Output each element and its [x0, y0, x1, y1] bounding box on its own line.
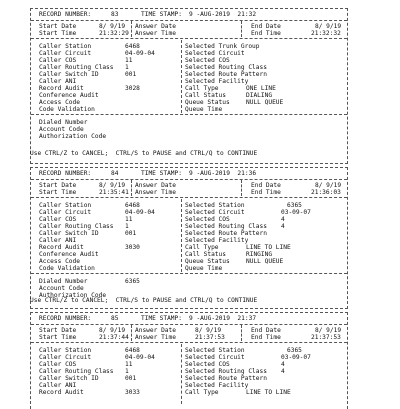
conference-audit-label: Conference Audit	[39, 92, 99, 99]
call-type-value: ONE LINE	[246, 85, 276, 92]
caller-ani-label: Caller ANI	[39, 78, 77, 85]
caller-switch-id-value: 001	[125, 71, 137, 78]
selected-circuit-label: Selected Circuit	[185, 354, 245, 361]
caller-switch-id-label: Caller Switch ID	[39, 71, 99, 78]
divider	[131, 180, 132, 196]
caller-cos-value: 11	[125, 361, 133, 368]
start-time-label: Start Time	[39, 334, 77, 341]
answer-time-value: 21:37:53	[195, 334, 225, 341]
end-date-value: 8/ 9/19	[315, 182, 342, 189]
caller-switch-id-value: 001	[125, 375, 137, 382]
time-stamp-label: TIME STAMP:	[141, 170, 182, 177]
record-header	[31, 168, 347, 180]
selected-route-pattern-label: Selected Route Pattern	[185, 71, 267, 78]
selected-facility-label: Selected Facility	[185, 78, 249, 85]
record-number-value: 84	[111, 170, 119, 177]
start-time-label: Start Time	[39, 189, 77, 196]
end-date-value: 8/ 9/19	[315, 327, 342, 334]
selected-cos-value: 4	[281, 216, 285, 223]
call-type-label: Call Type	[185, 244, 219, 251]
caller-station-label: Caller Station	[39, 43, 92, 50]
caller-routing-class-label: Caller Routing Class	[39, 368, 114, 375]
record-audit-label: Record Audit	[39, 389, 84, 396]
ctrl-prompt: Use CTRL/Z to CANCEL; CTRL/S to PAUSE and CTRL/Q to CONTINUE	[30, 297, 258, 304]
ctrl-prompt: Use CTRL/Z to CANCEL; CTRL/S to PAUSE and CTRL/Q to CONTINUE	[30, 150, 258, 157]
time-stamp-value: 9 -AUG-2019 21:36	[189, 170, 257, 177]
record-audit-value: 3030	[125, 244, 140, 251]
caller-circuit-label: Caller Circuit	[39, 354, 92, 361]
caller-station-label: Caller Station	[39, 202, 92, 209]
caller-circuit-label: Caller Circuit	[39, 50, 92, 57]
selected-circuit-value: 03-09-07	[281, 209, 311, 216]
queue-status-value: NULL QUEUE	[246, 99, 284, 106]
divider	[31, 197, 347, 198]
queue-time-label: Queue Time	[185, 265, 223, 272]
caller-cos-label: Caller COS	[39, 216, 77, 223]
end-date-value: 8/ 9/19	[315, 23, 342, 30]
divider	[31, 38, 347, 39]
selected-cos-value: 4	[281, 361, 285, 368]
record-number-label: RECORD NUMBER:	[39, 11, 92, 18]
caller-circuit-label: Caller Circuit	[39, 209, 92, 216]
end-time-label: End Time	[251, 189, 281, 196]
caller-station-value: 6468	[125, 347, 140, 354]
record-audit-value: 3033	[125, 389, 140, 396]
end-time-label: End Time	[251, 30, 281, 37]
call-record-83	[30, 8, 348, 164]
selected-routing-class-value: 4	[281, 368, 285, 375]
dialed-number-label: Dialed Number	[39, 278, 88, 285]
start-time-value: 21:37:44	[99, 334, 129, 341]
divider	[31, 273, 347, 274]
caller-ani-label: Caller ANI	[39, 237, 77, 244]
end-date-label: End Date	[251, 182, 281, 189]
authorization-code-label: Authorization Code	[39, 133, 107, 140]
divider	[181, 344, 182, 404]
divider	[181, 40, 182, 113]
caller-cos-label: Caller COS	[39, 361, 77, 368]
caller-station-value: 6468	[125, 202, 140, 209]
divider	[241, 180, 242, 196]
account-code-label: Account Code	[39, 126, 84, 133]
caller-ani-label: Caller ANI	[39, 382, 77, 389]
end-date-label: End Date	[251, 327, 281, 334]
answer-date-value: 8/ 9/19	[195, 327, 222, 334]
call-type-value: LINE TO LINE	[246, 389, 291, 396]
divider	[241, 21, 242, 37]
selected-route-pattern-label: Selected Route Pattern	[185, 375, 267, 382]
dialed-number-label: Dialed Number	[39, 119, 88, 126]
selected-cos-label: Selected COS	[185, 361, 230, 368]
call-record-84	[30, 167, 348, 309]
start-time-value: 21:35:41	[99, 189, 129, 196]
caller-routing-class-value: 1	[125, 64, 129, 71]
record-audit-label: Record Audit	[39, 85, 84, 92]
answer-time-label: Answer Time	[135, 189, 176, 196]
record-number-label: RECORD NUMBER:	[39, 170, 92, 177]
selected-station-label: Selected Station	[185, 347, 245, 354]
caller-circuit-value: 04-09-04	[125, 354, 155, 361]
divider	[131, 21, 132, 37]
end-time-value: 21:37:53	[311, 334, 341, 341]
selected-station-value: 6365	[287, 347, 302, 354]
code-validation-label: Code Validation	[39, 106, 95, 113]
selected-circuit-label: Selected Circuit	[185, 50, 245, 57]
caller-switch-id-label: Caller Switch ID	[39, 375, 99, 382]
divider	[181, 199, 182, 272]
end-time-label: End Time	[251, 334, 281, 341]
call-record-85	[30, 312, 348, 409]
call-status-value: DIALING	[246, 92, 273, 99]
time-stamp-label: TIME STAMP:	[141, 315, 182, 322]
account-code-label: Account Code	[39, 285, 84, 292]
selected-cos-label: Selected COS	[185, 216, 230, 223]
record-audit-value: 3028	[125, 85, 140, 92]
selected-trunk-group-label: Selected Trunk Group	[185, 43, 260, 50]
selected-route-pattern-label: Selected Route Pattern	[185, 230, 267, 237]
start-date-value: 8/ 9/19	[99, 327, 126, 334]
start-date-label: Start Date	[39, 23, 77, 30]
queue-status-value: NULL QUEUE	[246, 258, 284, 265]
selected-facility-label: Selected Facility	[185, 237, 249, 244]
record-header	[31, 9, 347, 21]
call-status-value: RINGING	[246, 251, 273, 258]
selected-station-label: Selected Station	[185, 202, 245, 209]
caller-circuit-value: 04-09-04	[125, 209, 155, 216]
caller-switch-id-label: Caller Switch ID	[39, 230, 99, 237]
selected-circuit-label: Selected Circuit	[185, 209, 245, 216]
start-time-label: Start Time	[39, 30, 77, 37]
call-type-label: Call Type	[185, 389, 219, 396]
start-time-value: 21:32:29	[99, 30, 129, 37]
answer-time-label: Answer Time	[135, 334, 176, 341]
start-date-value: 8/ 9/19	[99, 182, 126, 189]
answer-date-label: Answer Date	[135, 182, 176, 189]
record-audit-label: Record Audit	[39, 244, 84, 251]
time-stamp-value: 9 -AUG-2019 21:37	[189, 315, 257, 322]
caller-routing-class-label: Caller Routing Class	[39, 223, 114, 230]
selected-station-value: 6365	[287, 202, 302, 209]
authorization-code-label: Authorization Code	[39, 292, 107, 299]
call-type-label: Call Type	[185, 85, 219, 92]
selected-routing-class-label: Selected Routing Class	[185, 64, 267, 71]
call-status-label: Call Status	[185, 251, 226, 258]
queue-status-label: Queue Status	[185, 258, 230, 265]
start-date-label: Start Date	[39, 327, 77, 334]
queue-time-label: Queue Time	[185, 106, 223, 113]
selected-routing-class-label: Selected Routing Class	[185, 223, 267, 230]
conference-audit-label: Conference Audit	[39, 251, 99, 258]
divider	[31, 342, 347, 343]
divider	[241, 325, 242, 341]
selected-routing-class-label: Selected Routing Class	[185, 368, 267, 375]
call-type-value: LINE TO LINE	[246, 244, 291, 251]
start-date-label: Start Date	[39, 182, 77, 189]
access-code-label: Access Code	[39, 99, 80, 106]
start-date-value: 8/ 9/19	[99, 23, 126, 30]
selected-cos-label: Selected COS	[185, 57, 230, 64]
divider	[131, 325, 132, 341]
selected-routing-class-value: 4	[281, 223, 285, 230]
caller-routing-class-value: 1	[125, 223, 129, 230]
end-time-value: 21:36:03	[311, 189, 341, 196]
answer-time-label: Answer Time	[135, 30, 176, 37]
caller-switch-id-value: 001	[125, 230, 137, 237]
queue-status-label: Queue Status	[185, 99, 230, 106]
dialed-number-value: 6365	[125, 278, 140, 285]
code-validation-label: Code Validation	[39, 265, 95, 272]
caller-routing-class-value: 1	[125, 368, 129, 375]
caller-cos-label: Caller COS	[39, 57, 77, 64]
answer-date-label: Answer Date	[135, 327, 176, 334]
divider	[31, 114, 347, 115]
time-stamp-label: TIME STAMP:	[141, 11, 182, 18]
record-number-value: 83	[111, 11, 119, 18]
record-number-label: RECORD NUMBER:	[39, 315, 92, 322]
record-header	[31, 313, 347, 325]
end-time-value: 21:32:32	[311, 30, 341, 37]
caller-routing-class-label: Caller Routing Class	[39, 64, 114, 71]
record-number-value: 85	[111, 315, 119, 322]
caller-cos-value: 11	[125, 57, 133, 64]
selected-facility-label: Selected Facility	[185, 382, 249, 389]
answer-date-label: Answer Date	[135, 23, 176, 30]
selected-circuit-value: 03-09-07	[281, 354, 311, 361]
caller-station-value: 6468	[125, 43, 140, 50]
caller-circuit-value: 04-09-04	[125, 50, 155, 57]
end-date-label: End Date	[251, 23, 281, 30]
call-status-label: Call Status	[185, 92, 226, 99]
access-code-label: Access Code	[39, 258, 80, 265]
caller-cos-value: 11	[125, 216, 133, 223]
caller-station-label: Caller Station	[39, 347, 92, 354]
time-stamp-value: 9 -AUG-2019 21:32	[189, 11, 257, 18]
